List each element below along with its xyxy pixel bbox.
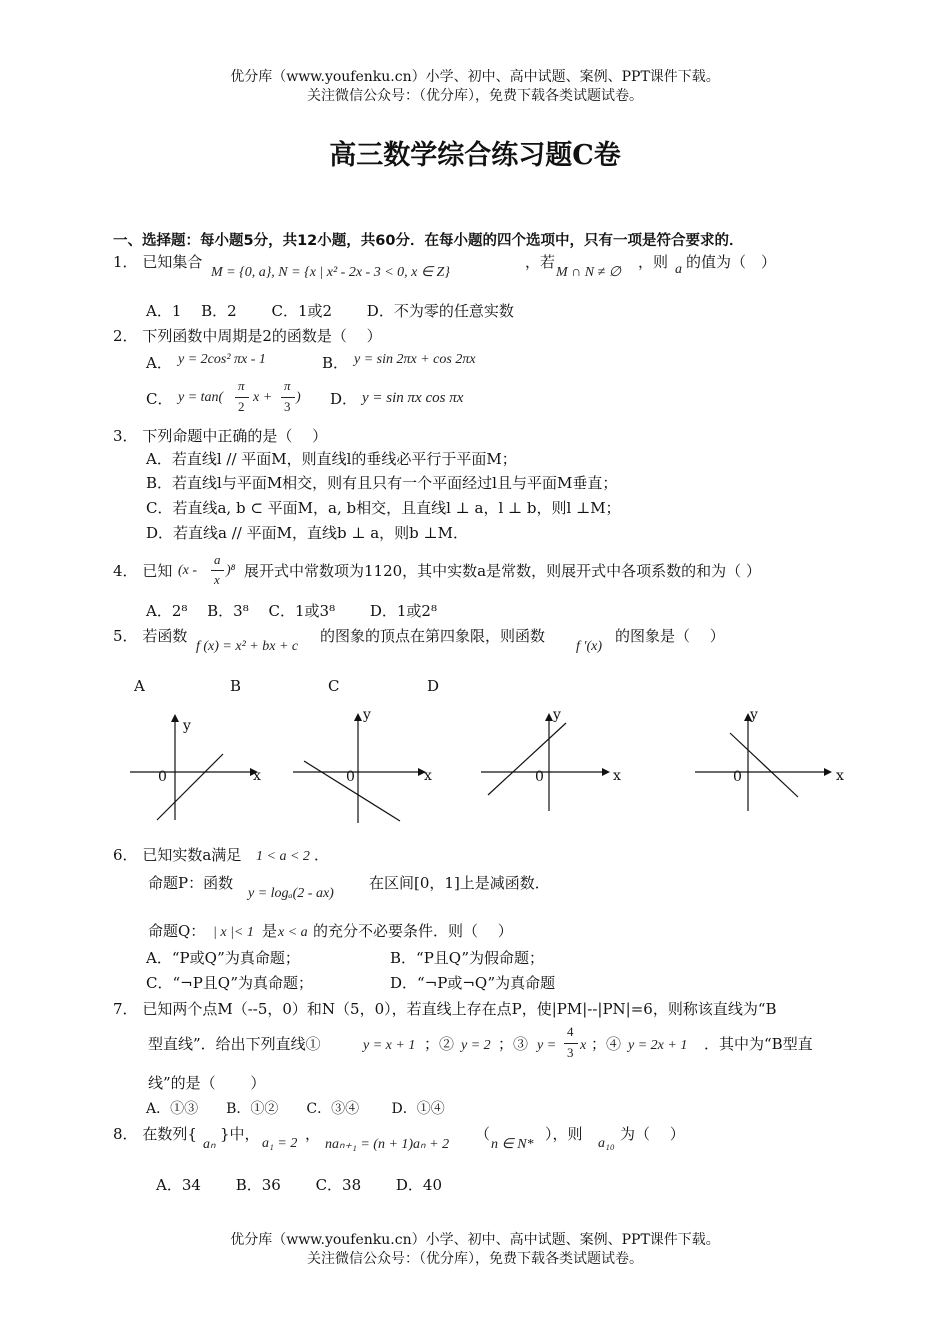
q6-end: ． bbox=[314, 846, 330, 864]
graph-a-origin: 0 bbox=[158, 769, 167, 785]
graph-c-line bbox=[488, 723, 566, 795]
question-5 bbox=[113, 626, 187, 646]
q6-q-pre: 命题Q： bbox=[148, 922, 206, 940]
q8-mid: }中， bbox=[220, 1125, 260, 1143]
graph-c-x-arrow bbox=[602, 768, 610, 776]
q7-line-2: y = 2 bbox=[461, 1038, 491, 1053]
q4-frac-den: x bbox=[214, 572, 220, 587]
q2-option-d: y = sin πx cos πx bbox=[362, 390, 464, 406]
q8-post: 为（ ） bbox=[620, 1125, 685, 1143]
q5-derivative: f ′(x) bbox=[576, 639, 602, 654]
q2-stem: 下列函数中周期是2的函数是（ ） bbox=[142, 327, 382, 345]
graph-label-d: D bbox=[427, 677, 440, 695]
q4-pre: 已知 bbox=[142, 562, 173, 580]
graph-a-x-label: x bbox=[253, 768, 261, 784]
q3-option-d: D．若直线a // 平面M，直线b ⊥ a，则b ⊥M． bbox=[146, 524, 468, 542]
q4-options: A．2⁸ B．3⁸ C．1或3⁸ D．1或2⁸ bbox=[146, 602, 437, 620]
graph-d-origin: 0 bbox=[733, 769, 742, 785]
q6-condition: 1 < a < 2 bbox=[256, 849, 310, 864]
graph-b-y-label: y bbox=[363, 707, 371, 723]
graph-d-y-label: y bbox=[750, 707, 758, 723]
q7-fraction-bar bbox=[564, 1043, 578, 1044]
q6-option-a: A．“P或Q”为真命题； bbox=[146, 949, 300, 967]
q7-sep-4: ；④ bbox=[591, 1035, 622, 1053]
q4-expr-b: )⁸ bbox=[226, 563, 236, 578]
header-line-1: 优分库（www.youfenku.cn）小学、初中、高中试题、案例、PPT课件下载。 bbox=[230, 69, 720, 85]
q8-a10: a₁₀ bbox=[598, 1136, 615, 1151]
q7-line-1: y = x + 1 bbox=[363, 1038, 416, 1053]
q2-c-fraction-bar-2 bbox=[281, 397, 295, 398]
q6-pre: 已知实数a满足 bbox=[142, 846, 242, 864]
q6-option-b: B．“P且Q”为假命题； bbox=[390, 949, 545, 967]
q7-num: 7． bbox=[113, 1000, 138, 1018]
page-title: 高三数学综合练习题C卷 bbox=[329, 140, 621, 171]
q2-option-b: y = sin 2πx + cos 2πx bbox=[354, 352, 476, 367]
q4-num: 4． bbox=[113, 562, 138, 580]
q5-mid: 的图象的顶点在第四象限，则函数 bbox=[320, 627, 546, 645]
question-4 bbox=[113, 561, 172, 581]
graph-label-b: B bbox=[230, 677, 242, 695]
q2-c-den2: 3 bbox=[284, 399, 291, 414]
q7-frac-num: 4 bbox=[567, 1024, 574, 1039]
q7-line2-post: ．其中为“B型直 bbox=[704, 1035, 813, 1053]
q2-option-c-mid: x + bbox=[253, 390, 273, 405]
q1-condition: M ∩ N ≠ ∅ bbox=[556, 265, 621, 280]
q5-num: 5． bbox=[113, 627, 138, 645]
q2-option-c-post: ) bbox=[296, 390, 301, 405]
footer-line-2: 关注微信公众号：（优分库），免费下载各类试题试卷。 bbox=[307, 1251, 643, 1267]
q3-option-c: C．若直线a, b ⊂ 平面M，a, b相交，且直线l ⊥ a，l ⊥ b，则l ⊥M； bbox=[146, 499, 621, 517]
section-heading: 一、选择题：每小题5分，共12小题，共60分．在每小题的四个选项中，只有一项是符合要求的． bbox=[113, 233, 744, 249]
q1-pre: 已知集合 bbox=[142, 253, 203, 271]
q7-line1: 已知两个点M（--5，0）和N（5，0），若直线上存在点P，使|PM|--|PN|=6，则称该直线为“B bbox=[142, 1000, 777, 1018]
q4-fraction-bar bbox=[211, 570, 224, 571]
q6-q-mid: 是 bbox=[262, 922, 278, 940]
q6-option-d: D．“¬P或¬Q”为真命题 bbox=[390, 974, 556, 992]
q6-option-c: C．“¬P且Q”为真命题； bbox=[146, 974, 314, 992]
q6-num: 6． bbox=[113, 846, 138, 864]
q8-paren-right: ），则 bbox=[545, 1125, 583, 1143]
q1-num: 1． bbox=[113, 253, 138, 271]
q7-sep-2: ；② bbox=[424, 1035, 455, 1053]
question-8 bbox=[113, 1124, 197, 1144]
q5-function: f (x) = x² + bx + c bbox=[196, 639, 299, 654]
q3-option-a: A．若直线l // 平面M，则直线l的垂线必平行于平面M； bbox=[146, 450, 517, 468]
question-2 bbox=[113, 326, 382, 346]
graph-c bbox=[478, 703, 628, 813]
graph-b-origin: 0 bbox=[346, 769, 355, 785]
q3-stem: 下列命题中正确的是（ ） bbox=[142, 427, 328, 445]
q2-option-a-label: A． bbox=[146, 354, 172, 372]
graph-a bbox=[125, 710, 265, 825]
graph-a-y-label: y bbox=[183, 718, 191, 734]
graph-d-x-arrow bbox=[824, 768, 832, 776]
q6-q-expr: | x |< 1 bbox=[213, 925, 254, 940]
graph-c-x-label: x bbox=[613, 768, 621, 784]
q7-line3: 线”的是（ ） bbox=[148, 1074, 266, 1092]
q1-var: a bbox=[675, 262, 682, 277]
q1-tail: 的值为（ ） bbox=[686, 253, 777, 271]
graph-c-y-label: y bbox=[553, 707, 561, 723]
q4-expr-a: (x - bbox=[178, 563, 198, 578]
q2-c-num2: π bbox=[284, 378, 291, 393]
graph-label-c: C bbox=[328, 677, 340, 695]
q7-line2-pre: 型直线”．给出下列直线① bbox=[148, 1035, 321, 1053]
graph-c-origin: 0 bbox=[535, 769, 544, 785]
graph-c-y-arrow bbox=[545, 713, 553, 721]
q2-c-num1: π bbox=[238, 378, 245, 393]
q8-recurrence: naₙ₊₁ = (n + 1)aₙ + 2 bbox=[325, 1137, 450, 1152]
q8-options: A．34 B．36 C．38 D．40 bbox=[156, 1176, 443, 1194]
graph-a-line bbox=[157, 754, 223, 820]
graph-b-y-arrow bbox=[354, 713, 362, 721]
q1-options: A．1 B．2 C．1或2 D．不为零的任意实数 bbox=[146, 302, 514, 320]
graph-b-x-label: x bbox=[424, 768, 432, 784]
q2-c-fraction-bar-1 bbox=[235, 397, 249, 398]
graph-label-a: A bbox=[134, 677, 145, 695]
q4-frac-num: a bbox=[214, 552, 221, 567]
question-1 bbox=[113, 252, 202, 272]
footer-line-1: 优分库（www.youfenku.cn）小学、初中、高中试题、案例、PPT课件下载。 bbox=[230, 1232, 720, 1248]
q8-paren-left: （ bbox=[475, 1125, 491, 1143]
q3-option-b: B．若直线l与平面M相交，则有且只有一个平面经过l且与平面M垂直； bbox=[146, 474, 618, 492]
q7-options: A．①③ B．①② C．③④ D．①④ bbox=[146, 1101, 445, 1117]
q2-option-c-pre: y = tan( bbox=[178, 390, 224, 405]
graph-d-line bbox=[730, 733, 798, 797]
q2-option-d-label: D． bbox=[330, 390, 358, 408]
q8-comma: ， bbox=[305, 1125, 321, 1143]
q1-set-expr: M = {0, a}, N = {x | x² - 2x - 3 < 0, x ∈ Z} bbox=[211, 265, 450, 280]
q7-line-4: y = 2x + 1 bbox=[628, 1038, 688, 1053]
q8-pre: 在数列{ bbox=[142, 1125, 197, 1143]
q1-post: ，则 bbox=[638, 253, 669, 271]
q2-option-b-label: B． bbox=[322, 354, 349, 372]
q7-frac-den: 3 bbox=[567, 1045, 574, 1060]
q6-q-post: 的充分不必要条件．则（ ） bbox=[313, 922, 513, 940]
q6-p-expr: y = logₐ(2 - ax) bbox=[248, 886, 334, 901]
graph-a-y-arrow bbox=[171, 714, 179, 722]
q6-q-expr2: x < a bbox=[278, 925, 308, 940]
q7-line-3-pre: y = bbox=[537, 1038, 557, 1053]
header-line-2: 关注微信公众号：（优分库），免费下载各类试题试卷。 bbox=[307, 88, 643, 104]
question-7 bbox=[113, 999, 777, 1019]
q5-post: 的图象是（ ） bbox=[615, 627, 725, 645]
q5-pre: 若函数 bbox=[142, 627, 188, 645]
q7-sep-3: ；③ bbox=[498, 1035, 529, 1053]
q8-an: aₙ bbox=[203, 1137, 216, 1152]
q2-c-den1: 2 bbox=[238, 399, 245, 414]
q4-post: 展开式中常数项为1120，其中实数a是常数，则展开式中各项系数的和为（ ） bbox=[244, 562, 761, 580]
q2-num: 2． bbox=[113, 327, 138, 345]
q1-mid: ，若 bbox=[525, 253, 556, 271]
q7-line-3-post: x bbox=[580, 1038, 587, 1053]
question-6 bbox=[113, 845, 241, 865]
graph-d bbox=[692, 703, 847, 813]
question-3 bbox=[113, 426, 327, 446]
graph-b bbox=[290, 703, 440, 825]
q8-num: 8． bbox=[113, 1125, 138, 1143]
q2-option-a: y = 2cos² πx - 1 bbox=[178, 352, 266, 367]
q2-option-c-label: C． bbox=[146, 390, 173, 408]
q6-p-pre: 命题P：函数 bbox=[148, 874, 234, 892]
graph-d-x-label: x bbox=[836, 768, 844, 784]
q3-num: 3． bbox=[113, 427, 138, 445]
q6-p-post: 在区间[0，1]上是减函数． bbox=[369, 874, 550, 892]
q8-domain: n ∈ N* bbox=[491, 1137, 534, 1152]
q8-initial: a₁ = 2 bbox=[262, 1136, 298, 1151]
